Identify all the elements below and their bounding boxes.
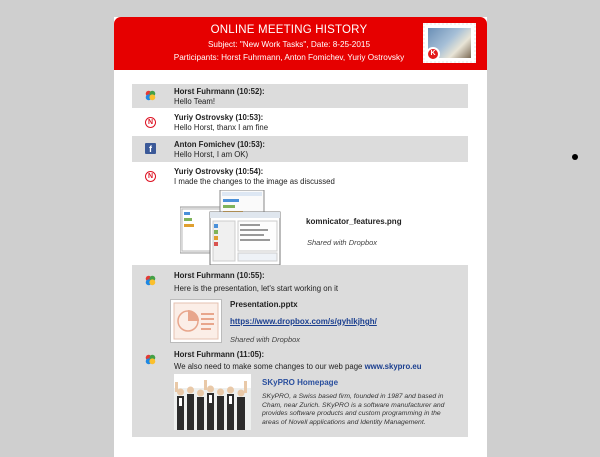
attachment-filename[interactable]: Presentation.pptx xyxy=(230,300,298,309)
attachment-filename[interactable]: komnicator_features.png xyxy=(306,217,402,226)
message-text: Hello Horst, I am OK) xyxy=(174,150,249,159)
stamp-logo xyxy=(423,23,476,63)
shared-with-dropbox: Shared with Dropbox xyxy=(307,238,378,247)
red-circle-icon: N xyxy=(145,171,156,182)
screenshot-thumbnail[interactable] xyxy=(180,190,284,267)
sender-name: Anton Fomichev (10:53): xyxy=(174,140,265,149)
sender-name: Horst Fuhrmann (10:52): xyxy=(174,87,265,96)
website-preview-image[interactable] xyxy=(174,374,251,430)
cursor-dot xyxy=(572,154,578,160)
message-list xyxy=(132,84,468,437)
website-preview-title[interactable]: SKyPRO Homepage xyxy=(262,378,339,387)
message-text: We also need to make some changes to our web page www.skypro.eu xyxy=(174,362,422,371)
meeting-history-window xyxy=(114,17,487,457)
website-link[interactable]: www.skypro.eu xyxy=(364,362,422,371)
brand-icon: K xyxy=(426,47,440,61)
message-text: Hello Horst, thanx I am fine xyxy=(174,123,269,132)
dropbox-link[interactable]: https://www.dropbox.com/s/gyhlkjhgh/ xyxy=(230,317,377,326)
subject-line: Subject: "New Work Tasks", Date: 8-25-2015 xyxy=(207,40,371,49)
message xyxy=(132,84,468,108)
message-text: I made the changes to the image as discussed xyxy=(174,177,335,186)
page-title: ONLINE MEETING HISTORY xyxy=(210,24,368,36)
message xyxy=(132,162,468,265)
shared-with-dropbox: Shared with Dropbox xyxy=(230,335,301,344)
participants-line: Participants: Horst Fuhrmann, Anton Fomichev, Yuriy Ostrovsky xyxy=(173,53,405,62)
header-bar xyxy=(114,17,487,70)
multicolor-chat-icon xyxy=(145,90,156,101)
message xyxy=(132,108,468,136)
message-text: Here is the presentation, let's start working on it xyxy=(174,284,339,293)
multicolor-chat-icon xyxy=(145,275,156,286)
sender-name: Horst Fuhrmann (11:05): xyxy=(174,350,265,359)
website-preview-description: SKyPRO, a Swiss based firm, founded in 1987 and based in Cham, near Zurich. SKyPRO is a software manufacturer and provides software products and custom programming in the areas of Novell applications and Identity Management. xyxy=(262,393,445,426)
message xyxy=(132,136,468,162)
sender-name: Yuriy Ostrovsky (10:53): xyxy=(174,113,264,122)
message-group xyxy=(132,265,468,437)
sender-name: Horst Fuhrmann (10:55): xyxy=(174,271,265,280)
facebook-icon: f xyxy=(145,143,156,154)
red-circle-icon: N xyxy=(145,117,156,128)
sender-name: Yuriy Ostrovsky (10:54): xyxy=(174,167,264,176)
multicolor-chat-icon xyxy=(145,354,156,365)
message-text: Hello Team! xyxy=(174,97,216,106)
presentation-thumbnail[interactable] xyxy=(170,299,222,343)
